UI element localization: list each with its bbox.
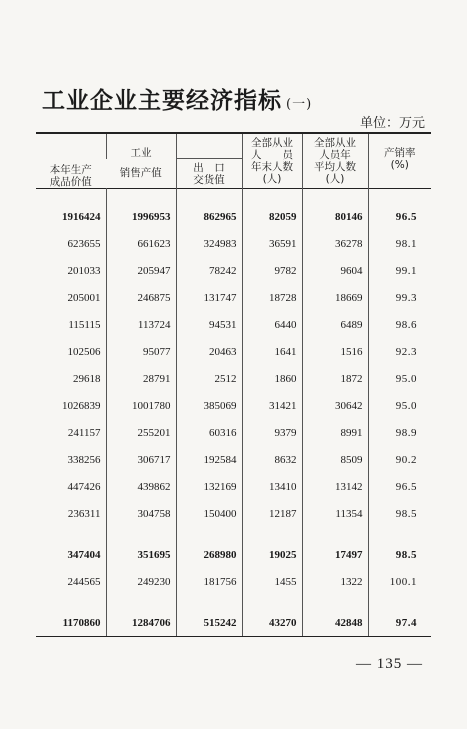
table-row: 236311 304758 150400 12187 11354 98.5 bbox=[36, 500, 431, 527]
table-row: 201033 205947 78242 9782 9604 99.1 bbox=[36, 257, 431, 284]
table-row: 338256 306717 192584 8632 8509 90.2 bbox=[36, 446, 431, 473]
header-year-end-employees: 全部从业 人 员 年末人数 (人) bbox=[242, 133, 302, 189]
table-header bbox=[36, 133, 431, 189]
header-industry: 工业 bbox=[106, 133, 176, 159]
table-row: 1170860 1284706 515242 43270 42848 97.4 bbox=[36, 609, 431, 637]
table-body bbox=[36, 189, 431, 637]
header-export-value: 出 口 交货值 bbox=[176, 159, 242, 189]
page-title bbox=[42, 82, 312, 115]
header-sales-value: 销售产值 bbox=[119, 167, 162, 180]
page-number: — 135 — bbox=[356, 656, 423, 672]
table-row: 115115 113724 94531 6440 6489 98.6 bbox=[36, 311, 431, 338]
header-sales-ratio: 产销率 bbox=[368, 133, 431, 159]
table-row: 1026839 1001780 385069 31421 30642 95.0 bbox=[36, 392, 431, 419]
table-row: 205001 246875 131747 18728 18669 99.3 bbox=[36, 284, 431, 311]
table-row: 623655 661623 324983 36591 36278 98.1 bbox=[36, 230, 431, 257]
table-row: 447426 439862 132169 13410 13142 96.5 bbox=[36, 473, 431, 500]
unit-label: 单位：万元 bbox=[359, 116, 425, 131]
table-row: 241157 255201 60316 9379 8991 98.9 bbox=[36, 419, 431, 446]
header-col3-top bbox=[176, 133, 242, 159]
header-percent-unit: (%) bbox=[368, 159, 431, 189]
header-output-value: 本年生产 成品价值 bbox=[49, 164, 92, 188]
table-row: 347404 351695 268980 19025 17497 98.5 bbox=[36, 541, 431, 568]
title-main: 工业企业主要经济指标 bbox=[42, 87, 282, 114]
table-row: 102506 95077 20463 1641 1516 92.3 bbox=[36, 338, 431, 365]
table-row: 29618 28791 2512 1860 1872 95.0 bbox=[36, 365, 431, 392]
table-row: 244565 249230 181756 1455 1322 100.1 bbox=[36, 568, 431, 595]
title-sub: (一) bbox=[286, 97, 313, 112]
header-average-employees: 全部从业 人员年 平均人数 (人) bbox=[302, 133, 368, 189]
indicator-table bbox=[36, 132, 431, 637]
table-row: 1916424 1996953 862965 82059 80146 96.5 bbox=[36, 203, 431, 230]
